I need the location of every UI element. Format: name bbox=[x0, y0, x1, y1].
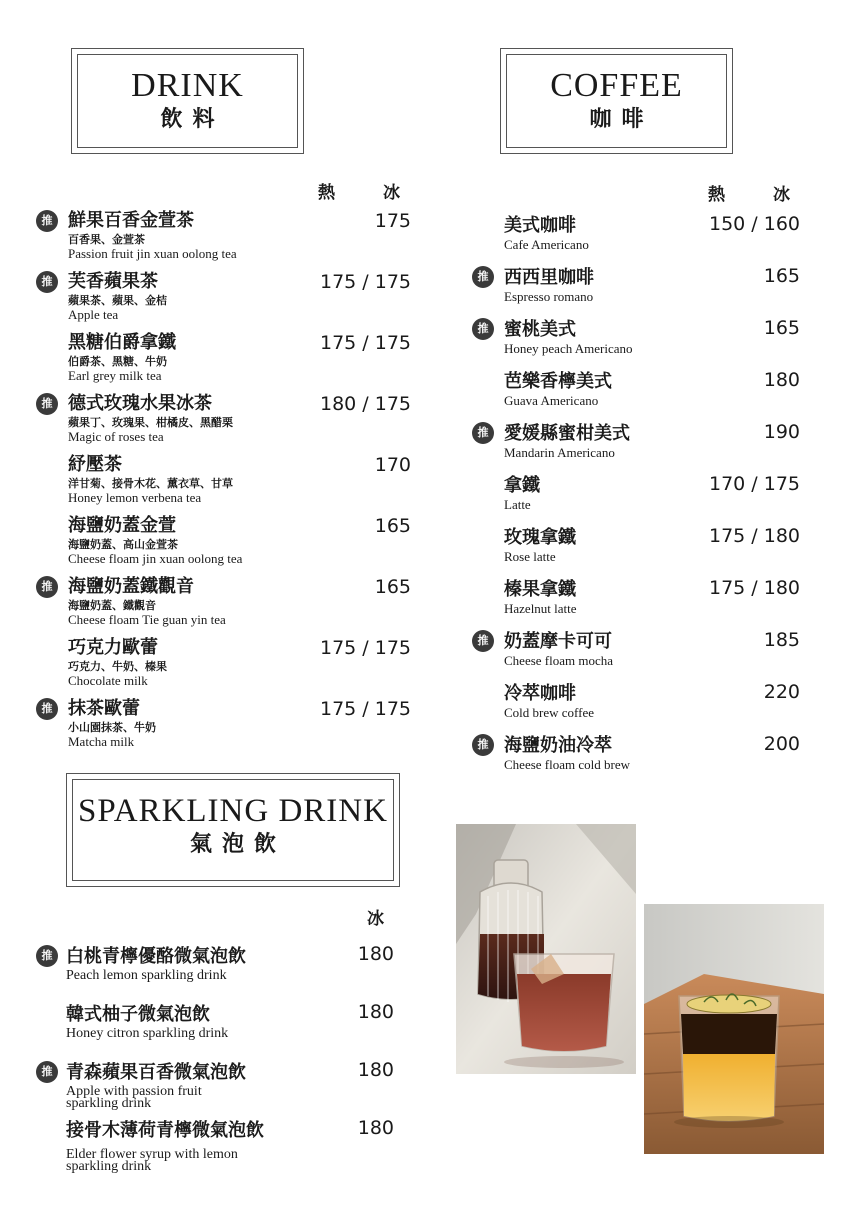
drink-item-ingredients: 蘋果丁、玫瑰果、柑橘皮、黑醋栗 bbox=[68, 416, 233, 429]
recommend-badge: 推 bbox=[36, 945, 58, 967]
drink-item-ingredients: 百香果、金萱茶 bbox=[68, 233, 145, 246]
drink-item-name: 海鹽奶蓋金萱 bbox=[68, 515, 176, 536]
drink-item-english: Chocolate milk bbox=[68, 673, 148, 688]
sparkling-item bbox=[0, 942, 430, 1000]
recommend-badge: 推 bbox=[36, 1061, 58, 1083]
coffee-item bbox=[0, 315, 861, 365]
drink-item-name: 巧克力歐蕾 bbox=[68, 637, 158, 658]
drink-item-name: 德式玫瑰水果冰茶 bbox=[68, 393, 212, 414]
cold-brew-bottle-image bbox=[456, 824, 636, 1074]
drink-item-ingredients: 洋甘菊、接骨木花、薰衣草、甘草 bbox=[68, 477, 233, 490]
recommend-badge: 推 bbox=[472, 318, 494, 340]
coffee-item-english: Hazelnut latte bbox=[504, 601, 577, 616]
sparkling-item-price: 180 bbox=[357, 943, 394, 965]
coffee-item-name: 美式咖啡 bbox=[504, 215, 576, 236]
coffee-item-english: Honey peach Americano bbox=[504, 341, 633, 356]
drink-title-en: DRINK bbox=[131, 67, 244, 104]
drink-item-name: 抹茶歐蕾 bbox=[68, 698, 140, 719]
coffee-item bbox=[0, 679, 861, 729]
coffee-title-en: COFFEE bbox=[550, 67, 683, 104]
coffee-item-name: 玫瑰拿鐵 bbox=[504, 527, 576, 548]
drink-item-price: 175 / 175 bbox=[319, 332, 411, 354]
sparkling-item bbox=[0, 1058, 430, 1116]
coffee-item-name: 海鹽奶油冷萃 bbox=[504, 735, 612, 756]
drink-item-name: 鮮果百香金萱茶 bbox=[68, 210, 194, 231]
sparkling-item-name: 接骨木薄荷青檸微氣泡飲 bbox=[66, 1120, 264, 1141]
sparkling-title-en: SPARKLING DRINK bbox=[78, 793, 388, 829]
coffee-title-inner bbox=[506, 54, 727, 148]
coffee-item-english: Rose latte bbox=[504, 549, 556, 564]
recommend-badge: 推 bbox=[472, 630, 494, 652]
drink-hot-header: 熱 bbox=[318, 183, 335, 203]
coffee-item-english: Cheese floam mocha bbox=[504, 653, 614, 668]
coffee-item-name: 芭樂香檸美式 bbox=[504, 371, 612, 392]
sparkling-title-inner bbox=[72, 779, 394, 881]
coffee-item-name: 拿鐵 bbox=[504, 475, 540, 496]
drink-item-price: 180 / 175 bbox=[319, 393, 411, 415]
coffee-item-price: 180 bbox=[763, 369, 800, 391]
coffee-item-price: 165 bbox=[763, 317, 800, 339]
coffee-item bbox=[0, 263, 861, 313]
drink-item-name: 紓壓茶 bbox=[68, 454, 122, 475]
drink-item-english: Matcha milk bbox=[68, 734, 135, 749]
sparkling-item-price: 180 bbox=[357, 1059, 394, 1081]
coffee-item-name: 奶蓋摩卡可可 bbox=[504, 631, 612, 652]
coffee-item-price: 175 / 180 bbox=[708, 577, 800, 599]
coffee-hot-header: 熱 bbox=[708, 185, 725, 205]
coffee-item bbox=[0, 575, 861, 625]
sparkling-item-name: 白桃青檸優酪微氣泡飲 bbox=[66, 946, 246, 967]
drink-item-english: Cheese floam Tie guan yin tea bbox=[68, 612, 226, 627]
coffee-item bbox=[0, 627, 861, 677]
coffee-title-zh: 咖啡 bbox=[589, 107, 654, 132]
sparkling-item-name: 韓式柚子微氣泡飲 bbox=[66, 1004, 210, 1025]
coffee-ice-header: 冰 bbox=[773, 185, 790, 205]
drink-item-price: 170 bbox=[374, 454, 411, 476]
sparkling-item-english-line2: sparkling drink bbox=[66, 1159, 152, 1174]
layered-coffee-photo bbox=[644, 904, 824, 1154]
coffee-item-english: Guava Americano bbox=[504, 393, 599, 408]
coffee-title-box bbox=[500, 48, 733, 154]
recommend-badge: 推 bbox=[36, 210, 58, 232]
sparkling-item-english: Apple with passion fruit bbox=[66, 1084, 202, 1099]
drink-item-ingredients: 海鹽奶蓋、鐵觀音 bbox=[68, 599, 156, 612]
coffee-item bbox=[0, 471, 861, 521]
coffee-item-english: Cold brew coffee bbox=[504, 705, 595, 720]
drink-item-price: 165 bbox=[374, 576, 411, 598]
drink-title-box bbox=[71, 48, 304, 154]
coffee-item-name: 西西里咖啡 bbox=[504, 267, 594, 288]
layered-coffee-image bbox=[644, 904, 824, 1154]
drink-item-english: Cheese floam jin xuan oolong tea bbox=[68, 551, 243, 566]
coffee-item bbox=[0, 731, 861, 781]
drink-item-english: Apple tea bbox=[68, 307, 119, 322]
drink-item-english: Passion fruit jin xuan oolong tea bbox=[68, 246, 237, 261]
cold-brew-bottle-photo bbox=[456, 824, 636, 1074]
drink-item-price: 165 bbox=[374, 515, 411, 537]
recommend-badge: 推 bbox=[472, 266, 494, 288]
coffee-item-price: 220 bbox=[763, 681, 800, 703]
coffee-item-price: 190 bbox=[763, 421, 800, 443]
sparkling-item bbox=[0, 1000, 430, 1058]
recommend-badge: 推 bbox=[36, 393, 58, 415]
drink-item-english: Magic of roses tea bbox=[68, 429, 164, 444]
coffee-item-name: 榛果拿鐵 bbox=[504, 579, 576, 600]
coffee-item-english: Latte bbox=[504, 497, 531, 512]
drink-item-price: 175 / 175 bbox=[319, 271, 411, 293]
coffee-item-price: 170 / 175 bbox=[708, 473, 800, 495]
coffee-item bbox=[0, 211, 861, 261]
drink-item-english: Earl grey milk tea bbox=[68, 368, 162, 383]
coffee-item-price: 150 / 160 bbox=[708, 213, 800, 235]
drink-title-inner bbox=[77, 54, 298, 148]
recommend-badge: 推 bbox=[36, 271, 58, 293]
drink-item-price: 175 / 175 bbox=[319, 698, 411, 720]
coffee-item bbox=[0, 419, 861, 469]
drink-item-ingredients: 蘋果茶、蘋果、金桔 bbox=[68, 294, 167, 307]
recommend-badge: 推 bbox=[472, 734, 494, 756]
coffee-item bbox=[0, 523, 861, 573]
coffee-item-english: Cafe Americano bbox=[504, 237, 589, 252]
sparkling-item bbox=[0, 1116, 430, 1174]
coffee-item-name: 冷萃咖啡 bbox=[504, 683, 576, 704]
sparkling-item-price: 180 bbox=[357, 1001, 394, 1023]
sparkling-item-english: Elder flower syrup with lemon bbox=[66, 1147, 238, 1162]
drink-item-english: Honey lemon verbena tea bbox=[68, 490, 202, 505]
drink-ice-header: 冰 bbox=[383, 183, 400, 203]
drink-item-name: 海鹽奶蓋鐵觀音 bbox=[68, 576, 194, 597]
sparkling-item-price: 180 bbox=[357, 1117, 394, 1139]
drink-title-zh: 飲料 bbox=[160, 107, 225, 132]
sparkling-ice-header: 冰 bbox=[367, 909, 384, 929]
sparkling-item-name: 青森蘋果百香微氣泡飲 bbox=[66, 1062, 246, 1083]
coffee-item-english: Cheese floam cold brew bbox=[504, 757, 630, 772]
drink-item-price: 175 bbox=[374, 210, 411, 232]
coffee-item bbox=[0, 367, 861, 417]
drink-item-name: 黑糖伯爵拿鐵 bbox=[68, 332, 176, 353]
coffee-item-english: Mandarin Americano bbox=[504, 445, 615, 460]
coffee-item-price: 165 bbox=[763, 265, 800, 287]
coffee-item-price: 175 / 180 bbox=[708, 525, 800, 547]
sparkling-title-box bbox=[66, 773, 400, 887]
drink-item-name: 芙香蘋果茶 bbox=[68, 271, 158, 292]
coffee-item-name: 愛媛縣蜜柑美式 bbox=[504, 423, 630, 444]
sparkling-item-english: Peach lemon sparkling drink bbox=[66, 968, 227, 983]
coffee-item-price: 185 bbox=[763, 629, 800, 651]
coffee-item-english: Espresso romano bbox=[504, 289, 594, 304]
drink-item-ingredients: 海鹽奶蓋、高山金萱茶 bbox=[68, 538, 178, 551]
recommend-badge: 推 bbox=[472, 422, 494, 444]
recommend-badge: 推 bbox=[36, 576, 58, 598]
drink-item-ingredients: 伯爵茶、黑糖、牛奶 bbox=[68, 355, 167, 368]
drink-item-ingredients: 巧克力、牛奶、榛果 bbox=[68, 660, 167, 673]
drink-item-price: 175 / 175 bbox=[319, 637, 411, 659]
coffee-item-price: 200 bbox=[763, 733, 800, 755]
recommend-badge: 推 bbox=[36, 698, 58, 720]
coffee-item-name: 蜜桃美式 bbox=[504, 319, 576, 340]
sparkling-item-english: Honey citron sparkling drink bbox=[66, 1026, 229, 1041]
sparkling-title-zh: 氣泡飲 bbox=[189, 832, 286, 857]
drink-item-ingredients: 小山園抹茶、牛奶 bbox=[68, 721, 156, 734]
sparkling-item-english-line2: sparkling drink bbox=[66, 1096, 152, 1111]
